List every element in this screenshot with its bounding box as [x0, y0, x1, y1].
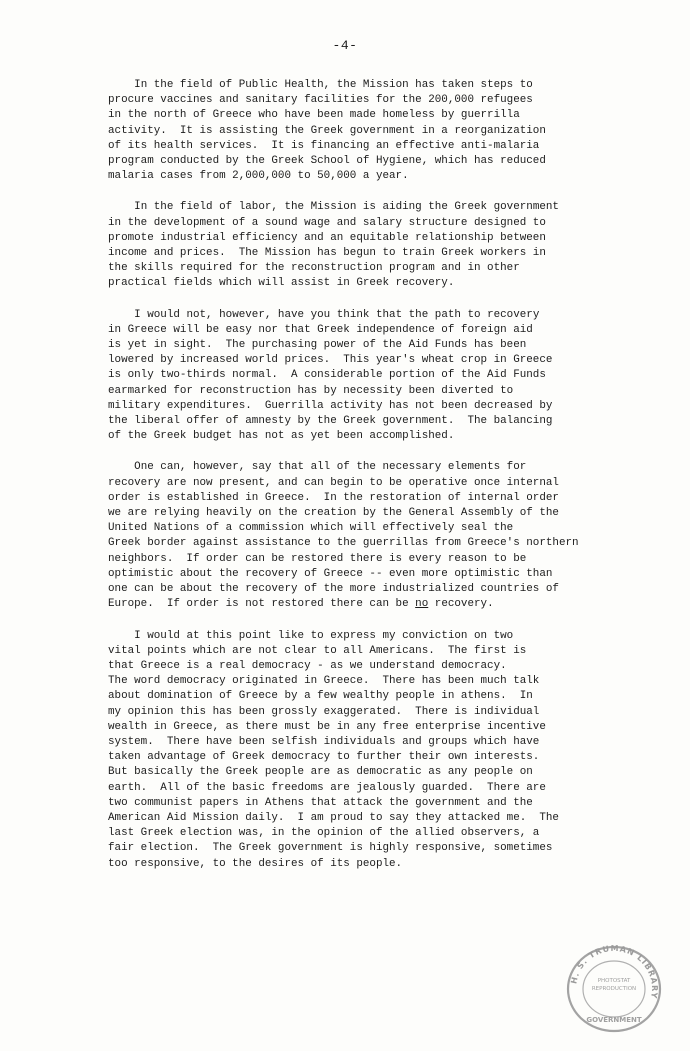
text-line: promote industrial efficiency and an equitable relationship between	[108, 231, 546, 244]
paragraph-greek-democracy	[108, 629, 628, 872]
paragraph-internal-order	[108, 460, 628, 612]
text-line: about domination of Greece by a few wealthy people in athens. In	[108, 690, 533, 703]
text-line: I would not, however, have you think that the path to recovery	[134, 308, 540, 321]
text-line: activity. It is assisting the Greek government in a reorganization	[108, 124, 546, 137]
text-line: my opinion this has been grossly exaggerated. There is individual	[108, 705, 540, 718]
text-line: in the north of Greece who have been made homeless by guerrilla	[108, 109, 520, 122]
text-line: military expenditures. Guerrilla activity has not been decreased by	[108, 399, 553, 412]
letter-body	[108, 78, 628, 888]
text-line: is yet in sight. The purchasing power of the Aid Funds has been	[108, 339, 527, 352]
text-line: One can, however, say that all of the necessary elements for	[134, 461, 527, 474]
text-line: program conducted by the Greek School of Hygiene, which has reduced	[108, 155, 546, 168]
paragraph-recovery-difficulties	[108, 308, 628, 445]
text-line: In the field of Public Health, the Mission has taken steps to	[134, 79, 533, 91]
text-line: Greek border against assistance to the guerrillas from Greece's northern	[108, 537, 579, 550]
text-line: Europe. If order is not restored there can be no recovery.	[108, 598, 494, 611]
text-line: practical fields which will assist in Greek recovery.	[108, 277, 455, 290]
text-line: wealth in Greece, as there must be in any free enterprise incentive	[108, 720, 546, 733]
text-line: income and prices. The Mission has begun to train Greek workers in	[108, 247, 546, 260]
text-line: United Nations of a commission which will effectively seal the	[108, 522, 514, 535]
text-line: American Aid Mission daily. I am proud to say they attacked me. The	[108, 811, 559, 824]
text-line: of the Greek budget has not as yet been accomplished.	[108, 430, 455, 443]
text-line: in the development of a sound wage and salary structure designed to	[108, 216, 546, 229]
text-line: In the field of labor, the Mission is aiding the Greek government	[134, 201, 559, 214]
text-line: lowered by increased world prices. This year's wheat crop in Greece	[108, 354, 553, 367]
stamp-ring-text: H. S. TRUMAN LIBRARY	[569, 943, 660, 1000]
text-line: one can be about the recovery of the more industrialized countries of	[108, 583, 559, 596]
text-line: too responsive, to the desires of its people.	[108, 857, 403, 870]
text-line: in Greece will be easy nor that Greek independence of foreign aid	[108, 323, 533, 336]
text-line: is only two-thirds normal. A considerable portion of the Aid Funds	[108, 369, 546, 382]
underlined-word: no	[415, 598, 429, 611]
text-line: taken advantage of Greek democracy to further their own interests.	[108, 751, 540, 764]
text-line: order is established in Greece. In the restoration of internal order	[108, 491, 559, 504]
text-line: optimistic about the recovery of Greece -- even more optimistic than	[108, 567, 553, 580]
page-number: -4-	[332, 38, 358, 53]
text-line: The word democracy originated in Greece. There has been much talk	[108, 675, 540, 688]
text-line: last Greek election was, in the opinion of the allied observers, a	[108, 827, 540, 840]
text-line: of its health services. It is financing an effective anti-malaria	[108, 139, 540, 152]
text-line: But basically the Greek people are as democratic as any people on	[108, 766, 533, 779]
text-line: neighbors. If order can be restored there is every reason to be	[108, 552, 527, 565]
stamp-center-line: PHOTOSTAT	[597, 978, 631, 984]
text-line: earmarked for reconstruction has by necessity been diverted to	[108, 384, 514, 397]
stamp-bottom-text: GOVERNMENT	[586, 1016, 642, 1024]
paragraph-public-health	[108, 78, 628, 184]
text-line: earth. All of the basic freedoms are jealously guarded. There are	[108, 781, 546, 794]
text-line: I would at this point like to express my conviction on two	[134, 629, 514, 642]
text-line: system. There have been selfish individuals and groups which have	[108, 735, 540, 748]
text-line: recovery are now present, and can begin to be operative once internal	[108, 476, 559, 489]
text-line: the skills required for the reconstruction program and in other	[108, 262, 520, 275]
text-line: two communist papers in Athens that attack the government and the	[108, 796, 533, 809]
text-line: we are relying heavily on the creation by the General Assembly of the	[108, 507, 559, 520]
text-line: vital points which are not clear to all Americans. The first is	[108, 644, 527, 657]
text-line: that Greece is a real democracy - as we understand democracy.	[108, 659, 507, 672]
text-line: malaria cases from 2,000,000 to 50,000 a year.	[108, 170, 409, 183]
paragraph-labor	[108, 200, 628, 291]
library-stamp-seal	[560, 940, 668, 1038]
text-line: the liberal offer of amnesty by the Greek government. The balancing	[108, 415, 553, 428]
text-line: fair election. The Greek government is highly responsive, sometimes	[108, 842, 553, 855]
text-line: procure vaccines and sanitary facilities for the 200,000 refugees	[108, 94, 533, 107]
stamp-center-line: REPRODUCTION	[591, 986, 637, 992]
